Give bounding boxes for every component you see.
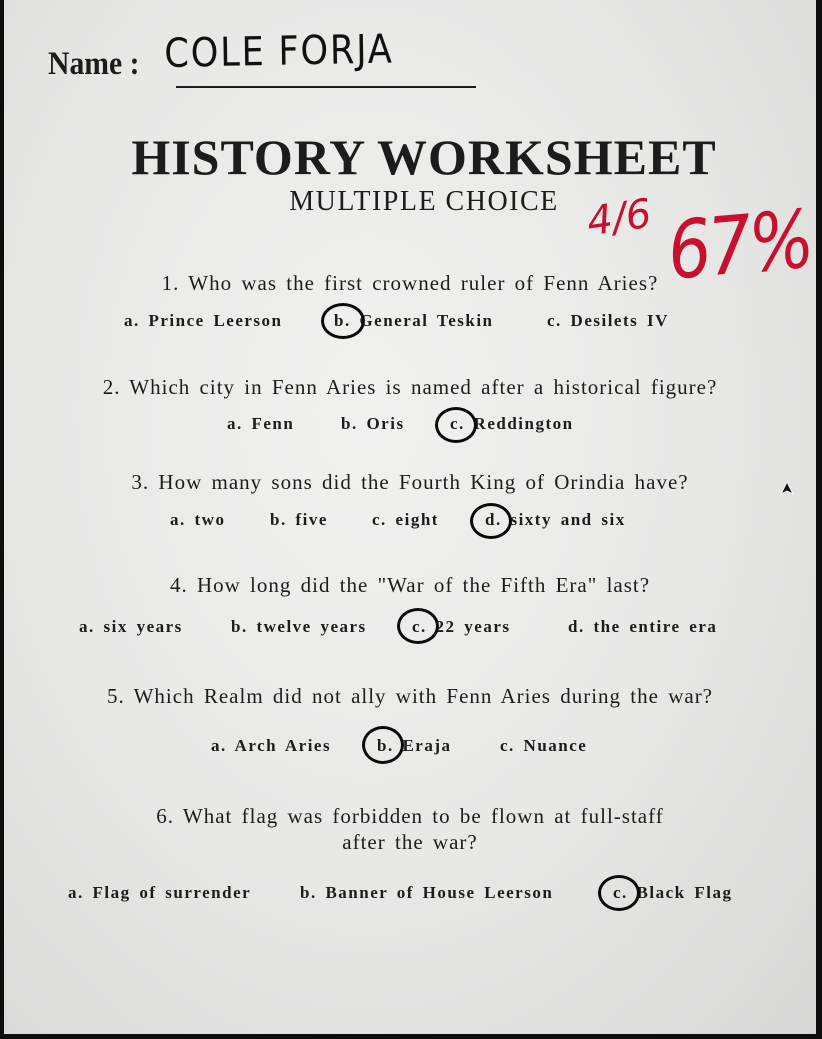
name-underline xyxy=(176,86,476,88)
mouse-cursor-icon xyxy=(780,481,794,495)
q5-option-c[interactable]: c. Nuance xyxy=(500,736,588,755)
q5-option-b[interactable]: b. Eraja xyxy=(377,736,452,755)
q2-option-a[interactable]: a. Fenn xyxy=(227,414,295,433)
q2-option-c[interactable]: c. Reddington xyxy=(450,414,574,433)
q4-option-b[interactable]: b. twelve years xyxy=(231,617,367,636)
q3-option-b[interactable]: b. five xyxy=(270,510,328,529)
q5-answer-circle xyxy=(362,726,404,764)
q4-option-d[interactable]: d. the entire era xyxy=(568,617,718,636)
q6-option-a[interactable]: a. Flag of surrender xyxy=(68,883,252,902)
q6-option-b[interactable]: b. Banner of House Leerson xyxy=(300,883,554,902)
q4-answer-circle xyxy=(397,608,439,644)
student-name: COLE FORJA xyxy=(164,26,394,77)
question-2: 2. Which city in Fenn Aries is named after a historical figure? xyxy=(102,375,718,399)
q3-option-c[interactable]: c. eight xyxy=(372,510,439,529)
q1-option-c[interactable]: c. Desilets IV xyxy=(547,311,669,330)
worksheet-page xyxy=(4,0,816,1034)
q3-option-d[interactable]: d. sixty and six xyxy=(485,510,626,529)
q4-option-a[interactable]: a. six years xyxy=(79,617,183,636)
question-1: 1. Who was the first crowned ruler of Fenn Aries? xyxy=(161,271,659,295)
score-percent: 67% xyxy=(664,192,816,298)
worksheet-title: HISTORY WORKSHEET xyxy=(131,129,717,185)
name-label: Name : xyxy=(48,46,140,82)
q3-answer-circle xyxy=(470,503,512,539)
q2-answer-circle xyxy=(435,407,477,443)
question-6-continued: after the war? xyxy=(342,830,478,854)
q1-option-b[interactable]: b. General Teskin xyxy=(334,311,494,330)
question-5: 5. Which Realm did not ally with Fenn Aries during the war? xyxy=(106,684,714,708)
q6-option-c[interactable]: c. Black Flag xyxy=(613,883,733,902)
q1-answer-circle xyxy=(321,303,365,339)
question-4: 4. How long did the "War of the Fifth Era" last? xyxy=(169,573,651,597)
worksheet-subtitle: MULTIPLE CHOICE xyxy=(289,186,559,217)
question-6: 6. What flag was forbidden to be flown at full-staff xyxy=(156,804,664,828)
q6-answer-circle xyxy=(598,875,640,911)
q2-option-b[interactable]: b. Oris xyxy=(341,414,405,433)
score-fraction: 4/6 xyxy=(584,190,655,246)
q3-option-a[interactable]: a. two xyxy=(170,510,226,529)
question-3: 3. How many sons did the Fourth King of Orindia have? xyxy=(131,470,689,494)
q5-option-a[interactable]: a. Arch Aries xyxy=(211,736,332,755)
q1-option-a[interactable]: a. Prince Leerson xyxy=(124,311,283,330)
q4-option-c[interactable]: c. 22 years xyxy=(412,617,511,636)
